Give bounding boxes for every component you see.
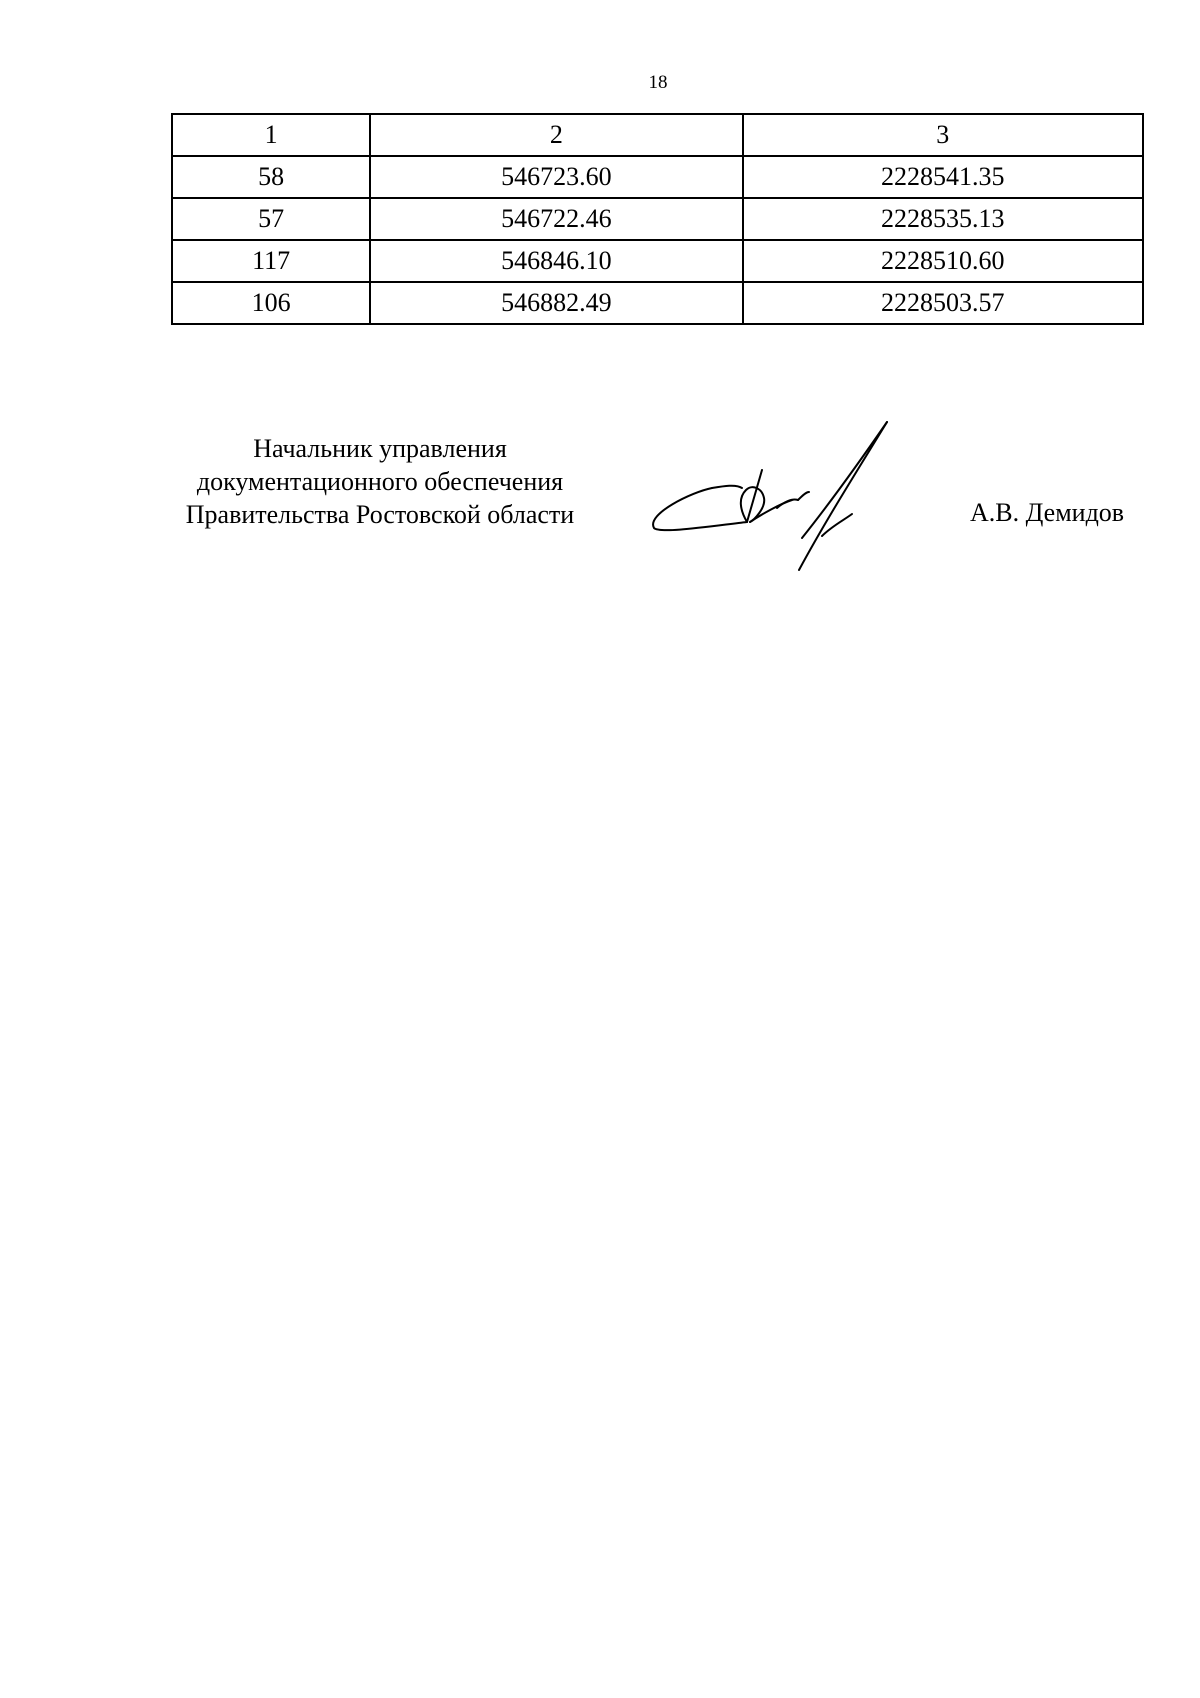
y-coordinate-cell: 2228541.35 [743,156,1143,198]
position-line: документационного обеспечения [196,467,564,496]
y-coordinate-cell: 2228510.60 [743,240,1143,282]
table-row [172,282,1143,324]
header-cell: 1 [172,114,370,156]
coordinates-table [171,113,1144,325]
point-number-cell: 58 [172,156,370,198]
y-coordinate-cell: 2228503.57 [743,282,1143,324]
position-line: Правительства Ростовской области [185,500,575,529]
point-number-cell: 57 [172,198,370,240]
signer-name: А.В. Демидов [970,498,1125,527]
header-cell: 3 [743,114,1143,156]
position-line: Начальник управления [253,434,507,463]
x-coordinate-cell: 546846.10 [370,240,742,282]
table-row [172,156,1143,198]
point-number-cell: 117 [172,240,370,282]
header-cell: 2 [370,114,742,156]
x-coordinate-cell: 546723.60 [370,156,742,198]
page-number: 18 [648,72,668,93]
point-number-cell: 106 [172,282,370,324]
x-coordinate-cell: 546722.46 [370,198,742,240]
signatory-position [160,432,600,531]
table-row [172,198,1143,240]
table-header-row [172,114,1143,156]
table-row [172,240,1143,282]
y-coordinate-cell: 2228535.13 [743,198,1143,240]
x-coordinate-cell: 546882.49 [370,282,742,324]
handwritten-signature [652,418,942,578]
